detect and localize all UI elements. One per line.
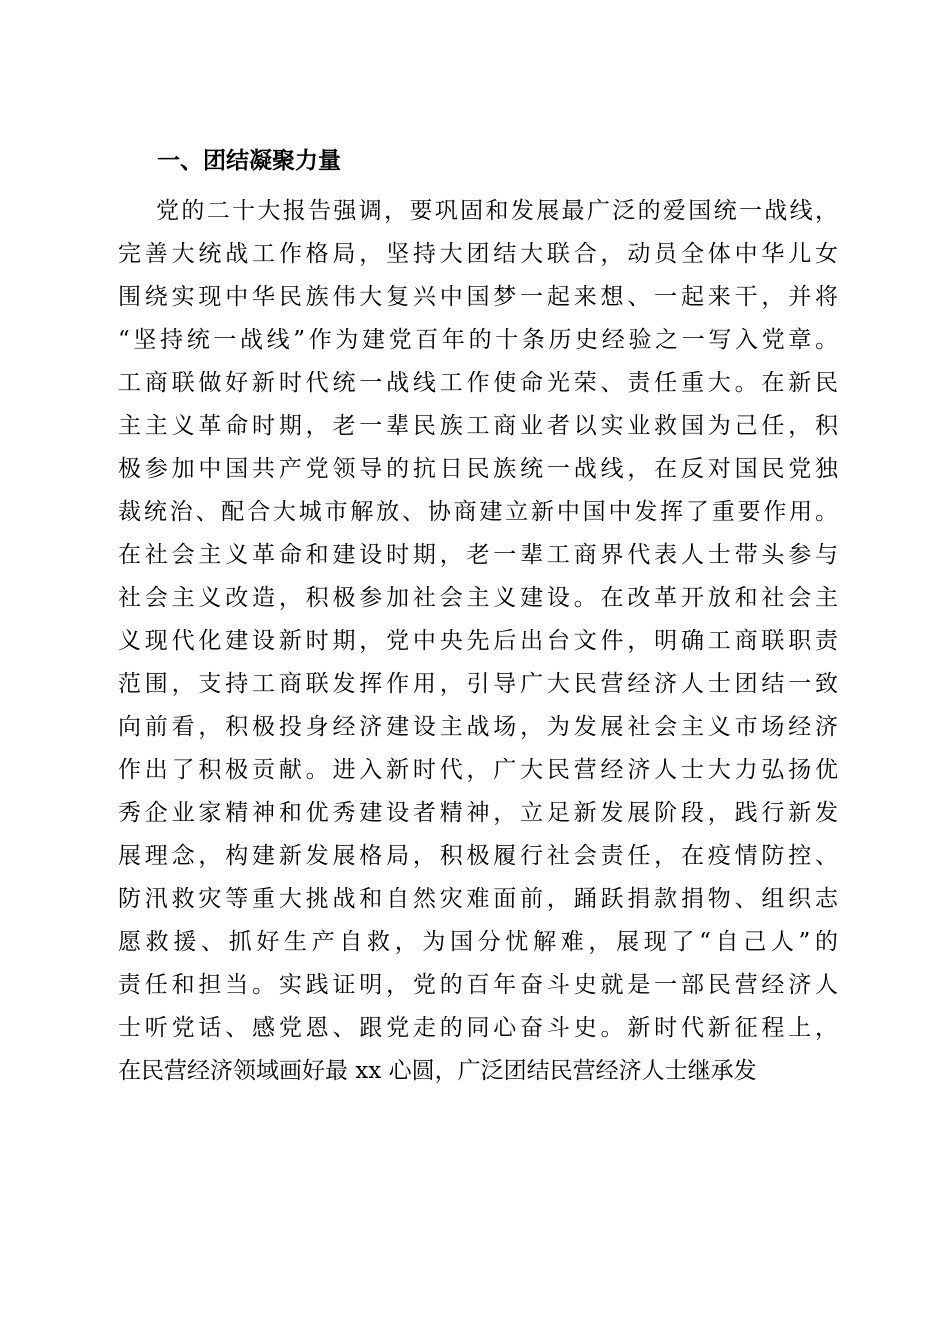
text-line: “坚持统一战线”作为建党百年的十条历史经验之一写入党章。 — [118, 327, 838, 353]
text-line: 愿救援、抓好生产自救，为国分忧解难，展现了“自己人”的 — [118, 929, 838, 955]
text-line: 裁统治、配合大城市解放、协商建立新中国中发挥了重要作用。 — [118, 499, 838, 525]
section-heading: 一、团结凝聚力量 — [157, 148, 341, 174]
text-line: 在民营经济领域画好最 xx 心圆，广泛团结民营经济人士继承发 — [118, 1058, 757, 1084]
body-paragraph — [118, 190, 838, 1093]
text-line: 秀企业家精神和优秀建设者精神，立足新发展阶段，践行新发 — [118, 800, 838, 826]
text-line: 在社会主义革命和建设时期，老一辈工商界代表人士带头参与 — [118, 542, 838, 568]
text-line: 义现代化建设新时期，党中央先后出台文件，明确工商联职责 — [118, 628, 838, 654]
text-line: 展理念，构建新发展格局，积极履行社会责任，在疫情防控、 — [118, 843, 838, 869]
text-line: 社会主义改造，积极参加社会主义建设。在改革开放和社会主 — [118, 585, 838, 611]
text-line: 士听党话、感党恩、跟党走的同心奋斗史。新时代新征程上， — [118, 1015, 838, 1041]
text-line: 完善大统战工作格局，坚持大团结大联合，动员全体中华儿女 — [118, 241, 838, 267]
text-line: 防汛救灾等重大挑战和自然灾难面前，踊跃捐款捐物、组织志 — [118, 886, 838, 912]
text-line: 向前看，积极投身经济建设主战场，为发展社会主义市场经济 — [118, 714, 838, 740]
text-line: 极参加中国共产党领导的抗日民族统一战线，在反对国民党独 — [118, 456, 838, 482]
text-line: 党的二十大报告强调，要巩固和发展最广泛的爱国统一战线， — [156, 198, 838, 224]
text-line: 工商联做好新时代统一战线工作使命光荣、责任重大。在新民 — [118, 370, 838, 396]
text-line: 主主义革命时期，老一辈民族工商业者以实业救国为己任，积 — [118, 413, 838, 439]
text-line: 责任和担当。实践证明，党的百年奋斗史就是一部民营经济人 — [118, 972, 838, 998]
text-line: 范围，支持工商联发挥作用，引导广大民营经济人士团结一致 — [118, 671, 838, 697]
text-line: 作出了积极贡献。进入新时代，广大民营经济人士大力弘扬优 — [118, 757, 838, 783]
text-line: 围绕实现中华民族伟大复兴中国梦一起来想、一起来干，并将 — [118, 284, 838, 310]
